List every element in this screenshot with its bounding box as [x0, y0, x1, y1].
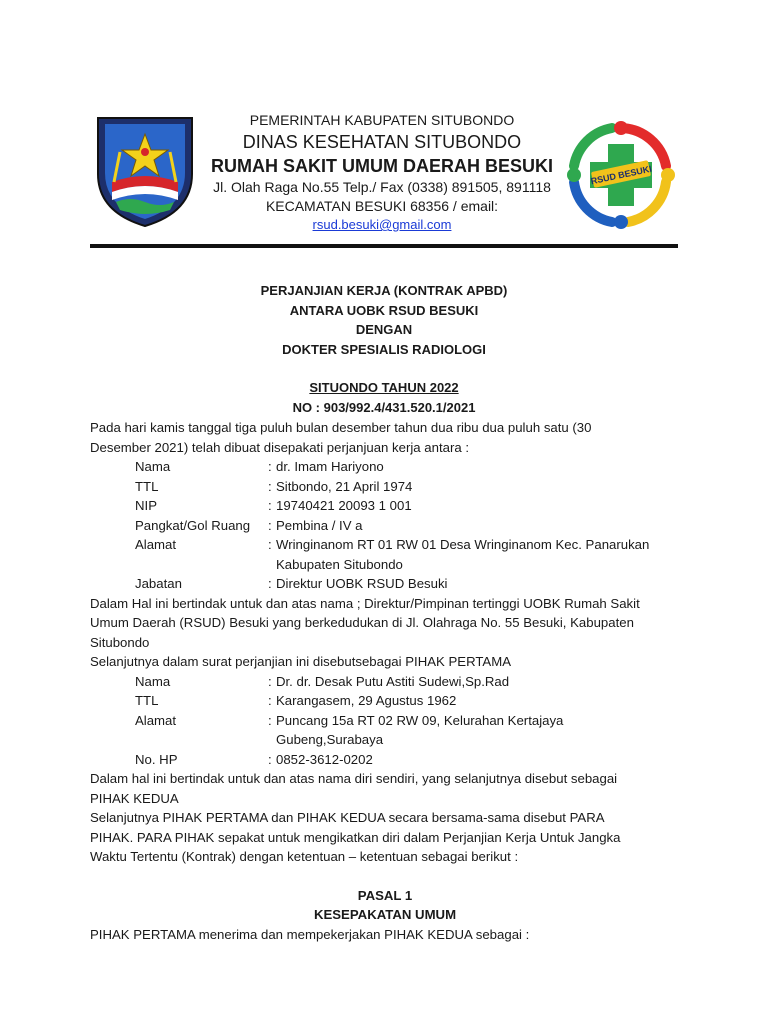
detail-value: Sitbondo, 21 April 1974: [276, 478, 413, 494]
hospital-name: RUMAH SAKIT UMUM DAERAH BESUKI: [211, 156, 553, 176]
detail-value: 0852-3612-0202: [276, 751, 373, 767]
title-year: SITUONDO TAHUN 2022: [309, 380, 459, 395]
detail-value: dr. Imam Hariyono: [276, 459, 384, 474]
department-name: DINAS KESEHATAN SITUBONDO: [242, 132, 522, 152]
paragraph-line: PIHAK KEDUA: [90, 790, 179, 806]
detail-value: 19740421 20093 1 001: [276, 498, 412, 513]
title-line-4: DOKTER SPESIALIS RADIOLOGI: [282, 341, 486, 357]
detail-value: Puncang 15a RT 02 RW 09, Kelurahan Kertajaya: [276, 712, 564, 728]
detail-row: TTL : Karangasem, 29 Agustus 1962: [90, 691, 680, 711]
paragraph-line: Dalam hal ini bertindak untuk dan atas nama diri sendiri, yang selanjutnya disebut sebagai: [90, 771, 618, 786]
detail-label: Pangkat/Gol Ruang: [135, 517, 251, 533]
document-title: [90, 281, 678, 417]
title-line-3: DENGAN: [355, 322, 413, 337]
paragraph-line: Umum Daerah (RSUD) Besuki yang berkedudukan di Jl. Olahraga No. 55 Besuki, Kabupaten: [90, 615, 634, 630]
detail-row: Alamat : Puncang 15a RT 02 RW 09, Kelurahan Kertajaya Gubeng,Surabaya: [90, 711, 680, 750]
detail-row: NIP : 19740421 20093 1 001: [90, 496, 680, 516]
detail-label: NIP: [135, 498, 157, 513]
intro-line: Pada hari kamis tanggal tiga puluh bulan desember tahun dua ribu dua puluh satu (30: [90, 420, 592, 435]
government-name: PEMERINTAH KABUPATEN SITUBONDO: [249, 112, 515, 128]
pihak-kedua-details: [90, 672, 680, 770]
pihak-pertama-details: [90, 457, 680, 594]
detail-value-cont: Kabupaten Situbondo: [276, 556, 403, 572]
detail-label: No. HP: [135, 751, 178, 767]
letterhead: [196, 110, 568, 234]
detail-value-cont: Gubeng,Surabaya: [276, 732, 384, 747]
detail-row: Nama : Dr. dr. Desak Putu Astiti Sudewi,Sp.Rad: [90, 672, 680, 692]
pasal-number: PASAL 1: [357, 887, 413, 903]
title-line-1: PERJANJIAN KERJA (KONTRAK APBD): [260, 283, 508, 298]
detail-label: Jabatan: [135, 576, 182, 591]
title-line-2: ANTARA UOBK RSUD BESUKI: [289, 302, 479, 318]
paragraph-line: Dalam Hal ini bertindak untuk dan atas nama ; Direktur/Pimpinan tertinggi UOBK Rumah Sakit: [90, 595, 640, 611]
detail-label: Nama: [135, 673, 171, 689]
detail-label: Alamat: [135, 537, 177, 552]
detail-row: Pangkat/Gol Ruang : Pembina / IV a: [90, 516, 680, 536]
detail-value: Direktur UOBK RSUD Besuki: [276, 576, 448, 591]
detail-value: Dr. dr. Desak Putu Astiti Sudewi,Sp.Rad: [276, 673, 510, 689]
detail-value: Pembina / IV a: [276, 517, 363, 533]
detail-label: TTL: [135, 693, 159, 708]
detail-row: No. HP : 0852-3612-0202: [90, 750, 680, 770]
detail-label: Alamat: [135, 712, 177, 728]
paragraph-line: Selanjutnya PIHAK PERTAMA dan PIHAK KEDUA secara bersama-sama disebut PARA: [90, 810, 605, 825]
rsud-logo-text: RSUD BESUKI: [589, 163, 653, 187]
situbondo-emblem-logo: [90, 112, 200, 228]
detail-row: Jabatan : Direktur UOBK RSUD Besuki: [90, 574, 680, 594]
detail-value: Karangasem, 29 Agustus 1962: [276, 693, 457, 708]
detail-row: Alamat : Wringinanom RT 01 RW 01 Desa Wringinanom Kec. Panarukan Kabupaten Situbondo: [90, 535, 680, 574]
paragraph-line: Selanjutnya dalam surat perjanjian ini disebutsebagai PIHAK PERTAMA: [90, 654, 512, 669]
paragraph-line: Waktu Tertentu (Kontrak) dengan ketentuan – ketentuan sebagai berikut :: [90, 849, 519, 864]
detail-row: Nama : dr. Imam Hariyono: [90, 457, 680, 477]
paragraph-line: Situbondo: [90, 634, 150, 650]
address-line: Jl. Olah Raga No.55 Telp./ Fax (0338) 891505, 891118: [213, 179, 551, 195]
district-line: KECAMATAN BESUKI 68356 / email:: [265, 198, 499, 214]
document-body: [90, 418, 680, 944]
pasal-title: KESEPAKATAN UMUM: [313, 907, 457, 922]
paragraph-line: PIHAK PERTAMA menerima dan mempekerjakan PIHAK KEDUA sebagai :: [90, 926, 530, 942]
document-number: NO : 903/992.4/431.520.1/2021: [292, 399, 476, 415]
paragraph-line: PIHAK. PARA PIHAK sepakat untuk mengikatkan diri dalam Perjanjian Kerja Untuk Jangka: [90, 829, 621, 845]
detail-value: Wringinanom RT 01 RW 01 Desa Wringinanom Kec. Panarukan: [276, 537, 650, 552]
detail-label: TTL: [135, 478, 159, 494]
detail-label: Nama: [135, 459, 171, 474]
intro-line: Desember 2021) telah dibuat disepakati perjanjuan kerja antara :: [90, 439, 470, 455]
rsud-besuki-logo: [566, 120, 676, 230]
email-link[interactable]: rsud.besuki@gmail.com: [312, 217, 452, 232]
letterhead-divider: [90, 244, 678, 248]
detail-row: TTL : Sitbondo, 21 April 1974: [90, 477, 680, 497]
